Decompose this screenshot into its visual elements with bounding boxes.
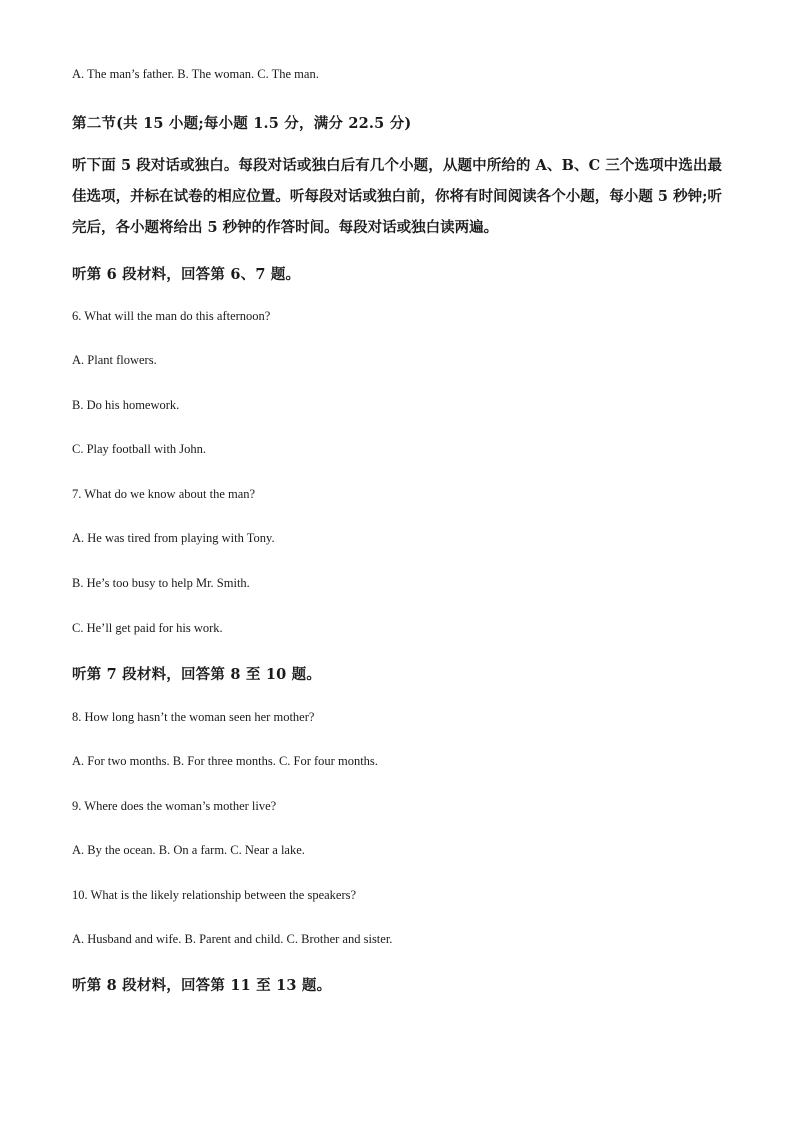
question-9-options: A. By the ocean. B. On a farm. C. Near a lake. <box>72 843 305 857</box>
question-8-options: A. For two months. B. For three months. C. For four months. <box>72 754 378 768</box>
question-6-option-b: B. Do his homework. <box>72 398 180 412</box>
material-6-heading: 听第 6 段材料，回答第 6、7 题。 <box>72 266 301 283</box>
question-5-options: A. The man’s father. B. The woman. C. The man. <box>72 67 319 81</box>
question-8: 8. How long hasn’t the woman seen her mother? <box>72 710 315 724</box>
question-7-option-c: C. He’ll get paid for his work. <box>72 621 223 635</box>
material-7-heading: 听第 7 段材料，回答第 8 至 10 题。 <box>72 666 322 683</box>
question-10-options: A. Husband and wife. B. Parent and child. C. Brother and sister. <box>72 932 393 946</box>
question-7-option-b: B. He’s too busy to help Mr. Smith. <box>72 576 250 590</box>
section-heading: 第二节(共 15 小题;每小题 1.5 分，满分 22.5 分) <box>72 115 412 132</box>
question-7: 7. What do we know about the man? <box>72 487 256 501</box>
question-6-option-c: C. Play football with John. <box>72 442 207 456</box>
question-7-option-a: A. He was tired from playing with Tony. <box>72 531 275 545</box>
question-6: 6. What will the man do this afternoon? <box>72 309 271 323</box>
instructions-paragraph: 听下面 5 段对话或独白。每段对话或独白后有几个小题，从题中所给的 A、B、C 三个选项中选出最佳选项，并标在试卷的相应位置。听每段对话或独白前，你将有时间阅读各个小题，每小题 5 秒钟;听完后，各小题将给出 5 秒钟的作答时间。每段对话或独白读两遍。 <box>72 157 722 236</box>
question-6-option-a: A. Plant flowers. <box>72 353 157 367</box>
question-10: 10. What is the likely relationship between the speakers? <box>72 888 357 902</box>
question-9: 9. Where does the woman’s mother live? <box>72 799 277 813</box>
material-8-heading: 听第 8 段材料，回答第 11 至 13 题。 <box>72 977 332 994</box>
